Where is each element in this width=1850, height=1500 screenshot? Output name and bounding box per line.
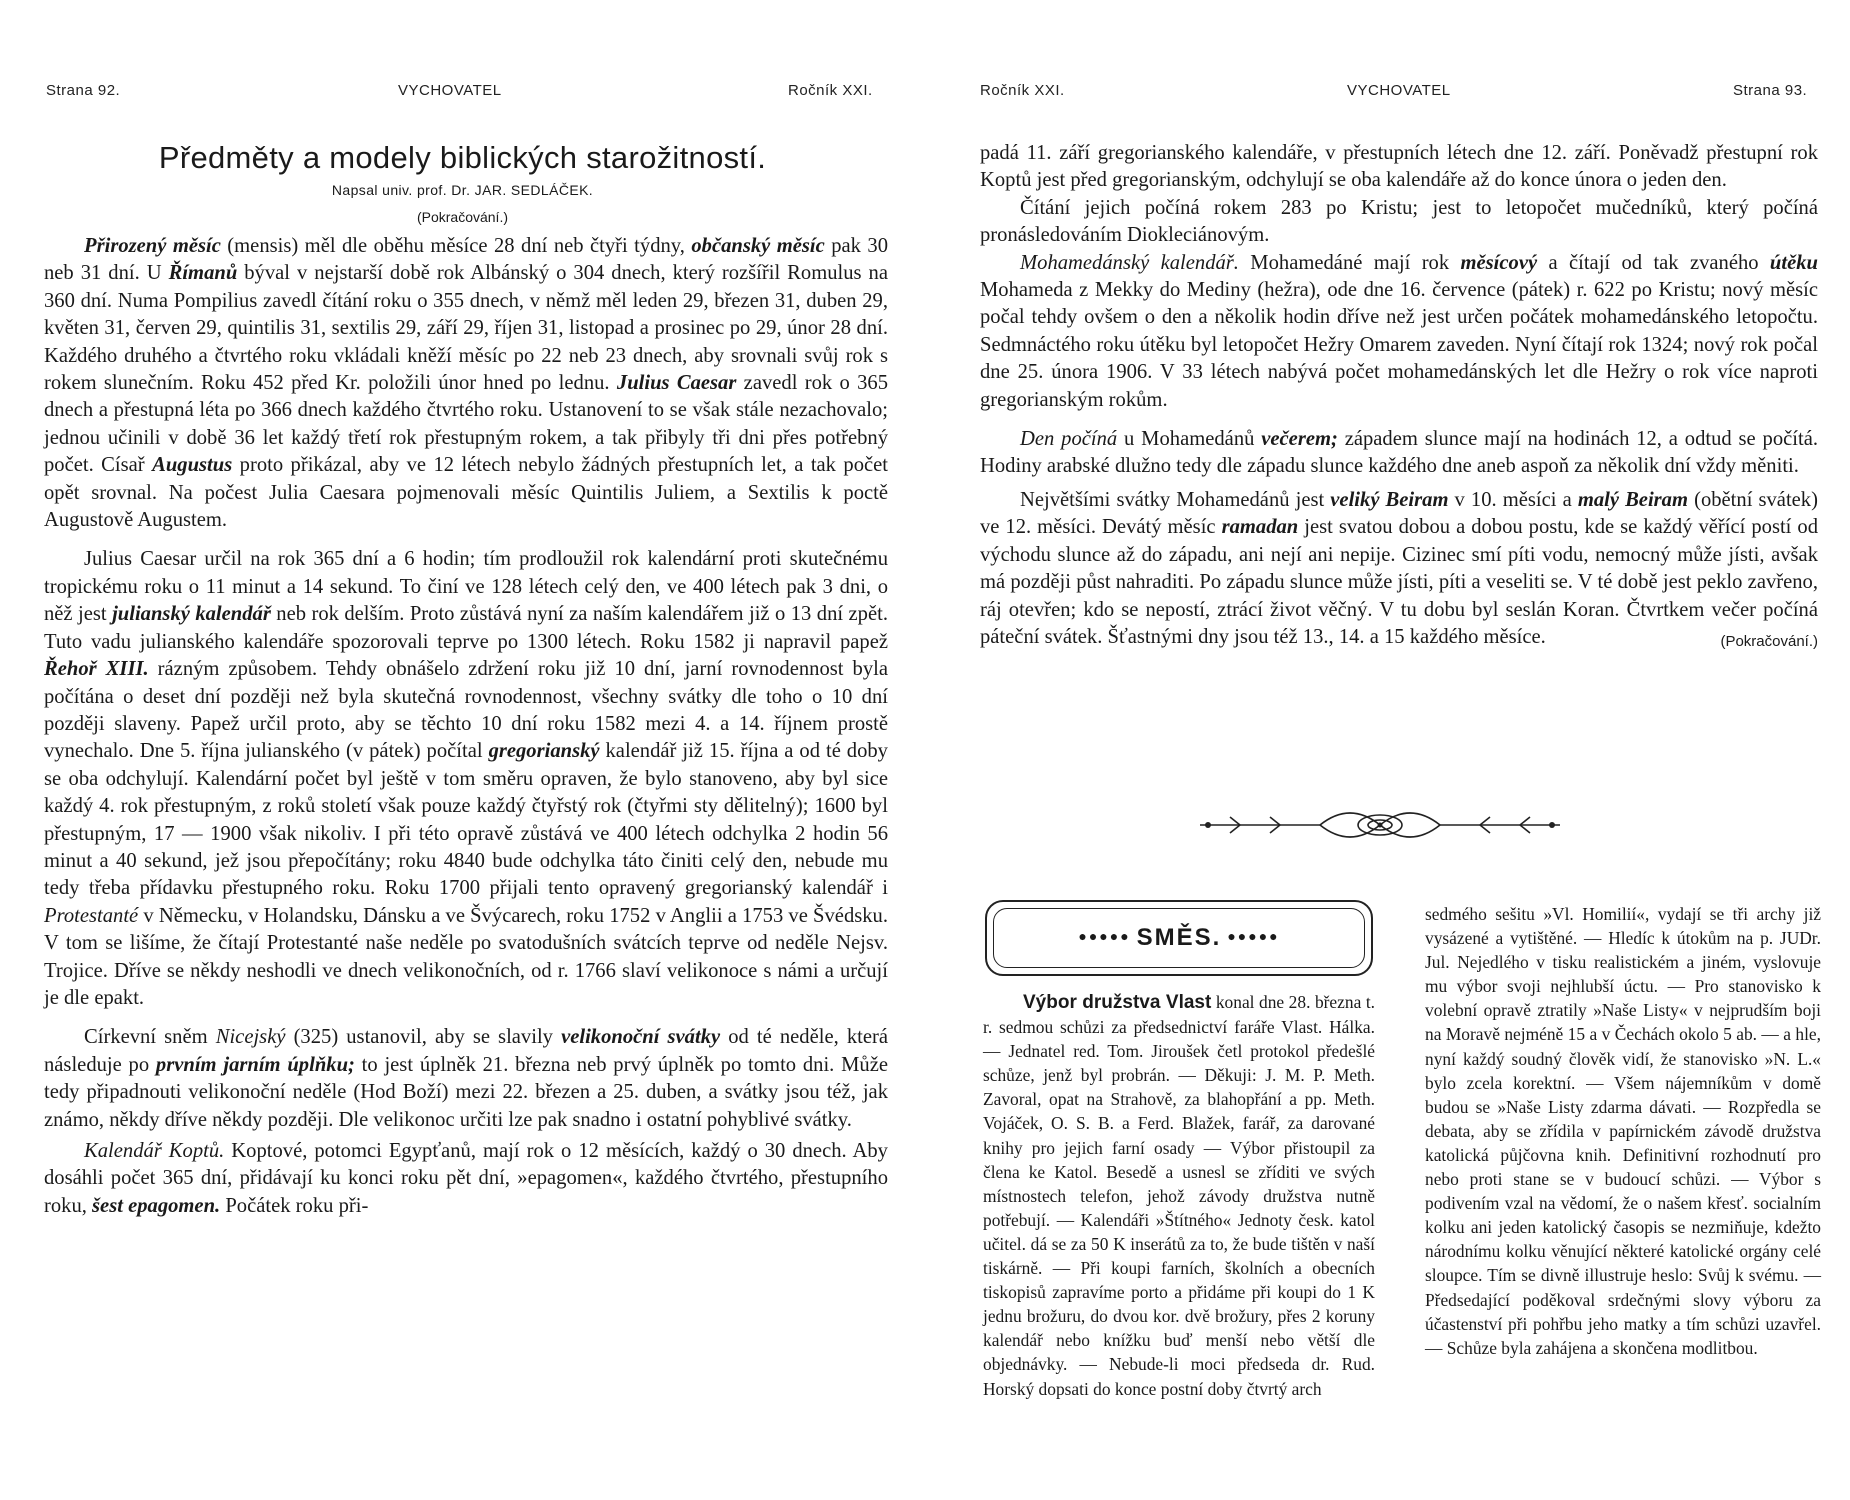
ornament-dot-right [1549,822,1555,828]
paragraph-day-begins: Den počíná u Mohamedánů večerem; západem slunce mají na hodinách 12, a odtud se počítá. Hodiny arabské dlužno tedy dle západu slunce každého dne aneb aspoň za několik dní vždy měniti. [980,428,1818,478]
ornament-dot-center [1378,823,1383,828]
smes-inner-frame [993,908,1365,968]
ornament-dot-left [1205,822,1211,828]
paragraph-coptic-calendar: Kalendář Koptů. Koptové, potomci Egypťanů, mají rok o 12 měsících, každý o 30 dnech. Aby dosáhli počet 365 dní, přidávají ku konci roku pět dní, »epagomen«, každého čtvrtého, přestupního roku, šest epagomen. Počátek roku při- [44,1140,888,1217]
smes-section-header [985,900,1373,976]
paragraph-nicene-council: Církevní sněm Nicejský (325) ustanovil, aby se slavily velikonoční svátky od té neděle, která následuje po prvním jarním úplňku; to jest úplněk 21. března neb prvý úplněk po tomto dni. Může tedy připadnouti velikonoční neděle (Hod Boží) mezi 22. březen a 25. duben, a svátky jsou též, jak známo, někdy dříve někdy později. Dle velikonoc určiti lze pak snadno i ostatní pohyblivé svátky. [44,1026,888,1131]
dots-right: ●●●●● [1227,930,1280,945]
article-title: Předměty a modely biblických starožitností. [158,140,767,175]
page-number-right: Strana 93. [1733,82,1808,99]
volume-left: Ročník XXI. [788,82,873,99]
news-continuation: sedmého sešitu »Vl. Homilií«, vydají se tři archy již vysázené a vytištěné. — Hledíc k útokům na p. JUDr. Jul. Nejedlého v tisku realistickém a jiném, vyslovuje mu výbor svoji nejhlubší úctu. — Pro stanovisko k volební opravě ztratily »Naše Listy« v nejprudším boji na Moravě nejméně 15 a v Čechách okolo 5 ab. — a hle, nyní každý soudný člověk vidí, že stanovisko »N. L.« bylo zcela korektní. — Všem nájemníkům v domě budou se »Naše Listy zdarma dávati. — Rozpředla se debata, aby se zřídila v papírnickém závodě družstva katolická půjčovna knih. Definitivní rozhodnutí pro nebo proti stane se v budoucí schůzi. — Výbor s podivením vzal na vědomí, že o našem křesť. socialním kolku ani jeden katolický časopis se nezmiňuje, kdežto národnímu kolku věnující některé katolické orgány celé sloupce. Tím se divně illustruje heslo: Svůj k svému. — Předsedající poděkoval srdečnými slovy výboru za účastenství při pohřbu jeho matky a tím schůzi uzavřel. — Schůze byla zahájena a skončena modlitbou. [1425,904,1821,1358]
continued-end-note: (Pokračování.) [1720,632,1818,650]
smes-title: SMĚS. [1136,924,1222,951]
paragraph-roman-months: Přirozený měsíc (mensis) měl dle oběhu měsíce 28 dní neb čtyři týdny, občanský měsíc pak 30 neb 31 dní. U Římanů býval v nejstarší době rok Albánský o 304 dnech, který rozšířil Romulus na 360 dní. Numa Pompilius zavedl čítání roku o 355 dnech, v němž měl leden 29, březen 31, duben 29, květen 31, červen 29, quintilis 31, sextilis 29, září 29, říjen 31, listopad a prosinec po 29, únor 28 dní. Každého druhého a čtvrtého roku vkládali kněží měsíc po 22 neb 23 dnech, aby srovnali svůj rok s rokem slunečním. Roku 452 před Kr. položili únor hned po lednu. Julius Caesar zavedl rok o 365 dnech a přestupná léta po 366 dnech každého čtvrtého roku. Ustanovení to se však stále nezachovalo; jednou učinili v době 36 let každý třetí rok přestupným rokem, a tak přibyly tři dni přes potřebný počet. Císař Augustus proto přikázal, aby ve 12 létech nebylo žádných přestupních let, a tak počet opět srovnal. Na počest Julia Caesara pojmenovali měsíc Quintilis Juliem, a Sextilis k poctě Augustově Augustem. [44,235,889,532]
dots-left: ●●●●● [1078,930,1131,945]
page-number-left: Strana 92. [46,82,121,99]
paragraph-coptic-cont: padá 11. září gregorianského kalendáře, v přestupních létech dne 12. září. Poněvadž přestupní rok Koptů jest před gregorianským, odchylují se oba kalendáře až do konce února o jeden den. [980,142,1818,192]
paragraph-coptic-era: Čítání jejich počíná rokem 283 po Kristu; jest to letopočet mučedníků, který počíná pronásledováním Diokleciánovým. [980,196,1818,247]
volume-right: Ročník XXI. [980,82,1065,99]
continued-note: (Pokračování.) [416,209,509,225]
paragraph-feasts: Největšími svátky Mohamedánů jest veliký Beiram v 10. měsíci a malý Beiram (obětní svátek) ve 12. měsíci. Devátý měsíc ramadan jest svatou dobou a dobou postu, kde se každý věřící postí od východu slunce až do západu, ani nejí ani nepije. Cizinec smí píti vodu, nemocný může jísti, avšak má později půst nahraditi. Po západu slunce může jísti, píti a veseliti se. V té době jest peklo zavřeno, ráj otevřen; kdo se nepostí, ztrácí život věčný. V tu dobu byl seslán Koran. Čtvrtkem večer počíná páteční svátek. Šťastnými dny jsou též 13., 14. a 15 každého měsíce. (Pokračování.) [980,487,1818,651]
byline: Napsal univ. prof. Dr. JAR. SEDLÁČEK. [331,182,594,198]
paragraph-julian-calendar: Julius Caesar určil na rok 365 dní a 6 hodin; tím prodloužil rok kalendární proti skutečnému tropickému roku o 11 minut a 14 sekund. To činí ve 128 létech celý den, ve 400 létech pak 3 dni, o něž jest julianský kalendář neb rok delším. Proto zůstává nyní za naším kalendářem již o 13 dní zpět. Tuto vadu julianského kalendáře spozorovali teprve po 1300 létech. Roku 1582 ji napravil papež Řehoř XIII. rázným způsobem. Tehdy obnášelo zdržení roku již 10 dní, jarní rovnodennost byla počítána o deset dní později než byla skutečná rovnodennost, všechny svátky dle toho o 10 dní později slaveny. Papež určil proto, aby se těchto 10 dní roku 1582 mezi 4. a 14. říjnem prostě vynechalo. Dne 5. října julianského (v pátek) počítal gregorianský kalendář již 15. října a od té doby se oba odchylují. Kalendární počet byl ještě v tom směru opraven, že bylo stanoveno, aby byl sice každý 4. rok přestupným, z roků století však pouze každý čtyřstý rok (čtyřmi sty dělitelný); 1600 byl přestupným, 17 — 1900 však nikoliv. I při této opravě zůstává ve 400 létech odchylka 2 hodin 56 minut a 40 sekund, jež jsou přepočítány; roku 4840 bude odchylka táto činiti celý den, nebude mu tedy třeba přídavku přestupného roku. Roku 1700 přijali tento opravený gregorianský kalendář i Protestanté v Německu, v Holandsku, Dánsku a ve Švýcarech, roku 1752 v Anglii a 1753 ve Švédsku. V tom se lišíme, že čítají Protestanté naše neděle po svatodušních svátcích teprve od neděle Nejsv. Trojice. Dříve se někdy neshodli ve dnech velikonočních, od r. 1766 slaví velikonoce s námi a určují je dle epakt. [44,548,888,1009]
right-body [980,140,1818,655]
news-column-2 [1425,902,1821,1360]
paragraph-mohammedan-calendar: Mohamedánský kalendář. Mohamedáné mají rok měsícový a čítají od tak zvaného útěku Mohameda z Mekky do Mediny (hežra), ode dne 16. července (pátek) r. 622 po Kristu; nový měsíc počal tehdy ovšem o den a několik hodin dříve než jest určen počátek mohamedánského letopočtu. Sedmnáctého roku útěku byl letopočet Hežry Omarem zaveden. Nyní čítají rok 1324; nový rok počal dne 25. února 1906. V 33 létech nabývá počet mohamedánských let dle Hežry o rok více naproti gregorianským rokům. [980,251,1818,411]
journal-name-left: VYCHOVATEL [398,82,502,99]
news-column-1 [983,990,1375,1401]
left-body [44,233,888,1220]
news-vybor-vlast: Výbor družstva Vlast konal dne 28. března t. r. sedmou schůzi za předsednictví faráře Vlast. Hálka. — Jednatel red. Tom. Jiroušek četl protokol předešlé schůze, jenž byl probrán. — Děkuji: J. M. P. Meth. Zavoral, opat na Strahově, za blahopřání a pp. Meth. Vojáček, O. S. B. a Ferd. Blažek, farář, za darované knihy pro jejich farní osady — Výbor přistoupil za člena ke Katol. Besedě a usnesl se zříditi ve svých místnostech telefon, jehož závody družstva nutně potřebují. — Kalendáři »Štítného« Jednoty česk. katol učitel. dá se za 50 K inserátů za to, že bude tištěn v naší tiskárně. — Při koupi farních, školních a obecních tiskopisů zapravíme porto a přidáme při koupi do 1 K jednu brožuru, do dvou kor. dvě brožury, přes 2 koruny kalendář nebo knížku buď menší nebo větší dle objednávky. — Nebude-li moci předseda dr. Rud. Horský dopsati do konce postní doby čtvrtý arch [983,992,1375,1399]
journal-name-right: VYCHOVATEL [1347,82,1451,99]
ornament-divider [1190,803,1570,847]
